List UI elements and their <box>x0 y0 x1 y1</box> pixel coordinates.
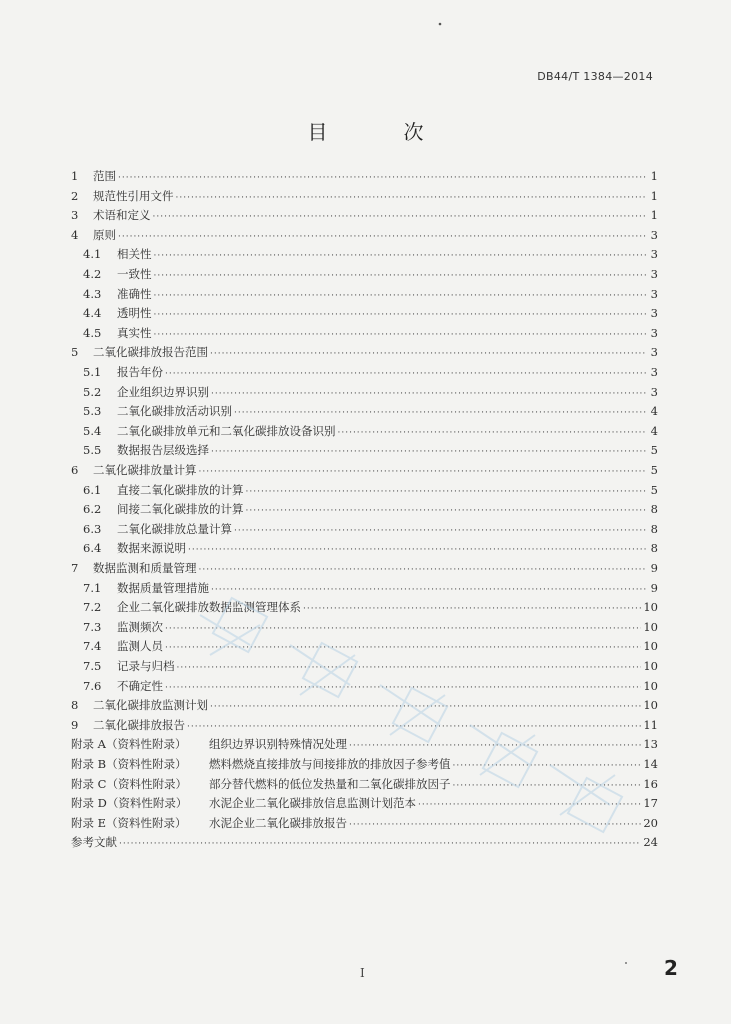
toc-entry-label: 透明性 <box>117 306 152 321</box>
toc-entry-number: 4.3 <box>83 286 102 301</box>
toc-entry-page: 8 <box>650 502 658 517</box>
toc-leader-dots <box>453 781 642 791</box>
toc-entry-number: 6.3 <box>83 521 102 536</box>
toc-leader-dots <box>154 330 647 340</box>
toc-leader-dots <box>210 349 646 359</box>
toc-leader-dots <box>246 487 647 497</box>
toc-entry <box>83 364 658 384</box>
toc-leader-dots <box>176 193 647 203</box>
toc-entry <box>71 344 658 364</box>
toc-entry-number: 7.4 <box>83 639 102 654</box>
toc-entry-number: 7.5 <box>83 659 102 673</box>
toc-entry-page: 9 <box>650 561 658 575</box>
toc-entry-number: 5.5 <box>83 443 102 458</box>
toc-entry-page: 10 <box>643 698 658 713</box>
toc-entry <box>83 266 658 286</box>
toc-entry-page: 3 <box>650 384 658 399</box>
toc-entry-page: 4 <box>650 404 658 419</box>
toc-leader-dots <box>118 232 646 242</box>
toc-leader-dots <box>165 683 641 693</box>
toc-entry <box>83 501 658 521</box>
toc-entry-label: 二氧化碳排放报告范围 <box>93 345 208 360</box>
toc-entry <box>83 325 658 345</box>
toc-entry-number: 6.4 <box>83 541 102 556</box>
toc-entry-number: 7 <box>71 561 79 575</box>
toc-entry <box>71 756 658 776</box>
toc-entry-label: 相关性 <box>117 247 152 262</box>
toc-leader-dots <box>153 212 647 222</box>
toc-leader-dots <box>118 173 646 183</box>
toc-entry <box>71 188 658 208</box>
toc-entry-label: 二氧化碳排放报告 <box>93 717 185 732</box>
toc-entry <box>83 580 658 600</box>
toc-leader-dots <box>211 447 646 457</box>
toc-entry-number: 7.2 <box>83 600 102 615</box>
toc-entry-number: 4.5 <box>83 325 102 340</box>
toc-entry-number: 附录 D（资料性附录） <box>71 796 188 811</box>
toc-entry <box>83 638 658 658</box>
toc-entry <box>83 442 658 462</box>
toc-entry-page: 3 <box>650 365 658 379</box>
toc-entry-page: 5 <box>650 463 658 477</box>
toc-entry <box>71 815 658 835</box>
toc-entry-number: 3 <box>71 208 79 223</box>
toc-entry-page: 20 <box>643 815 658 830</box>
toc-entry-label: 数据质量管理措施 <box>117 580 209 595</box>
toc-entry-number: 4.2 <box>83 267 102 281</box>
toc-leader-dots <box>119 839 641 849</box>
toc-entry-page: 17 <box>643 796 658 811</box>
toc-entry <box>83 403 658 423</box>
toc-leader-dots <box>303 604 641 614</box>
toc-entry-label: 企业二氧化碳排放数据监测管理体系 <box>117 600 301 615</box>
toc-entry-page: 13 <box>643 737 658 752</box>
toc-entry-number: 2 <box>71 188 79 203</box>
toc-entry <box>83 482 658 502</box>
toc-entry-label: 真实性 <box>117 325 152 340</box>
toc-entry-page: 10 <box>643 678 658 693</box>
toc-entry-number: 5.4 <box>83 423 102 438</box>
toc-entry <box>83 423 658 443</box>
standard-code: DB44/T 1384—2014 <box>537 70 653 83</box>
toc-entry-page: 3 <box>650 306 658 321</box>
toc-entry <box>71 795 658 815</box>
toc-entry-page: 3 <box>650 227 658 242</box>
toc-leader-dots <box>211 389 646 399</box>
toc-entry <box>83 540 658 560</box>
toc-entry-number: 8 <box>71 698 79 713</box>
toc-leader-dots <box>211 585 646 595</box>
toc-entry <box>71 697 658 717</box>
toc-entry-label: 监测人员 <box>117 639 163 654</box>
toc-entry <box>83 599 658 619</box>
toc-entry-label: 记录与归档 <box>117 659 175 673</box>
toc-entry-label: 部分替代燃料的低位发热量和二氧化碳排放因子 <box>209 776 451 791</box>
corner-page-number: 2 <box>664 956 678 980</box>
toc-entry-label: 组织边界识别特殊情况处理 <box>209 737 347 752</box>
toc-entry-label: 直接二氧化碳排放的计算 <box>117 482 244 497</box>
toc-entry-page: 1 <box>650 188 658 203</box>
toc-entry <box>71 717 658 737</box>
toc-entry-label: 燃料燃烧直接排放与间接排放的排放因子参考值 <box>209 757 451 771</box>
toc-entry-label: 水泥企业二氧化碳排放报告 <box>209 815 347 830</box>
toc-entry-page: 5 <box>650 443 658 458</box>
toc-entry <box>71 560 658 580</box>
toc-entry-label: 数据报告层级选择 <box>117 443 209 458</box>
toc-entry-number: 6.2 <box>83 502 102 517</box>
toc-entry-page: 3 <box>650 286 658 301</box>
toc-entry <box>83 678 658 698</box>
toc-entry-number: 7.1 <box>83 580 102 595</box>
toc-entry-page: 3 <box>650 325 658 340</box>
toc-entry-number: 附录 A（资料性附录） <box>71 737 187 752</box>
toc-entry-label: 参考文献 <box>71 835 117 850</box>
toc-leader-dots <box>165 369 646 379</box>
toc-entry-page: 10 <box>643 619 658 634</box>
toc-entry-label: 二氧化碳排放量计算 <box>93 463 197 477</box>
toc-leader-dots <box>453 761 642 771</box>
toc-entry-number: 5.3 <box>83 404 102 419</box>
page-title: 目 次 <box>307 120 452 144</box>
toc-entry-label: 二氧化碳排放单元和二氧化碳排放设备识别 <box>117 423 336 438</box>
toc-leader-dots <box>154 271 647 281</box>
toc-entry-label: 二氧化碳排放总量计算 <box>117 521 232 536</box>
toc-leader-dots <box>188 545 646 555</box>
roman-page-number: I <box>360 966 365 980</box>
toc-leader-dots <box>154 310 647 320</box>
toc-entry-label: 原则 <box>93 227 116 242</box>
toc-leader-dots <box>165 624 641 634</box>
toc-leader-dots <box>234 408 646 418</box>
toc-entry-number: 6.1 <box>83 482 102 497</box>
toc-entry-page: 8 <box>650 541 658 556</box>
toc-entry-number: 4.4 <box>83 306 102 321</box>
toc-entry-number: 5 <box>71 345 79 360</box>
toc-leader-dots <box>234 526 646 536</box>
toc-entry-number: 9 <box>71 717 79 732</box>
toc-entry-number: 4.1 <box>83 247 102 262</box>
toc-entry-page: 3 <box>650 267 658 281</box>
toc-entry <box>83 521 658 541</box>
toc-entry-page: 24 <box>643 835 658 850</box>
toc-leader-dots <box>177 663 642 673</box>
toc-entry-label: 数据监测和质量管理 <box>93 561 197 575</box>
toc-entry-label: 报告年份 <box>117 365 163 379</box>
toc-leader-dots <box>338 428 647 438</box>
toc-entry-page: 3 <box>650 345 658 360</box>
toc-entry <box>83 246 658 266</box>
toc-entry <box>83 305 658 325</box>
toc-entry-label: 二氧化碳排放监测计划 <box>93 698 208 713</box>
toc-entry-label: 准确性 <box>117 286 152 301</box>
toc-entry <box>71 776 658 796</box>
toc-entry-label: 监测频次 <box>117 619 163 634</box>
toc-leader-dots <box>199 565 647 575</box>
toc-entry-page: 11 <box>643 717 658 732</box>
toc-entry-label: 二氧化碳排放活动识别 <box>117 404 232 419</box>
toc-entry-label: 间接二氧化碳排放的计算 <box>117 502 244 517</box>
toc-entry-page: 8 <box>650 521 658 536</box>
toc-entry <box>71 207 658 227</box>
toc-entry-number: 附录 C（资料性附录） <box>71 776 187 791</box>
toc-leader-dots <box>349 820 641 830</box>
toc-entry-number: 6 <box>71 463 79 477</box>
toc-entry-label: 水泥企业二氧化碳排放信息监测计划范本 <box>209 796 416 811</box>
toc-leader-dots <box>246 506 647 516</box>
toc-entry-label: 规范性引用文件 <box>93 188 174 203</box>
toc-entry <box>83 384 658 404</box>
toc-entry-label: 数据来源说明 <box>117 541 186 556</box>
toc-entry <box>71 462 658 482</box>
toc-entry-page: 9 <box>650 580 658 595</box>
toc-entry-number: 7.3 <box>83 619 102 634</box>
toc-leader-dots <box>210 702 641 712</box>
toc-entry <box>71 736 658 756</box>
toc-entry-number: 5.1 <box>83 365 102 379</box>
toc-entry <box>83 619 658 639</box>
toc-entry-page: 3 <box>650 247 658 262</box>
toc-entry-label: 范围 <box>93 169 116 183</box>
toc-entry-label: 一致性 <box>117 267 152 281</box>
toc-entry <box>71 168 658 188</box>
toc-entry-page: 5 <box>650 482 658 497</box>
toc-entry-page: 4 <box>650 423 658 438</box>
toc-entry <box>83 286 658 306</box>
toc-entry <box>71 834 658 854</box>
toc-entry-page: 10 <box>643 659 658 673</box>
toc-entry-number: 5.2 <box>83 384 102 399</box>
toc-entry-page: 10 <box>643 639 658 654</box>
toc-entry-page: 1 <box>650 169 658 183</box>
toc-entry <box>71 227 658 247</box>
toc-entry-number: 附录 B（资料性附录） <box>71 757 187 771</box>
toc-entry-label: 不确定性 <box>117 678 163 693</box>
toc-entry-number: 4 <box>71 227 79 242</box>
toc-leader-dots <box>187 722 641 732</box>
toc-entry-number: 1 <box>71 169 79 183</box>
toc-entry-page: 14 <box>643 757 658 771</box>
toc-leader-dots <box>349 741 641 751</box>
toc-entry-label: 术语和定义 <box>93 208 151 223</box>
toc-leader-dots <box>165 643 641 653</box>
toc-leader-dots <box>199 467 647 477</box>
toc-leader-dots <box>418 800 641 810</box>
toc-leader-dots <box>154 291 647 301</box>
toc-entry-page: 16 <box>643 776 658 791</box>
toc-entry-page: 10 <box>643 600 658 615</box>
toc-entry-number: 7.6 <box>83 678 102 693</box>
toc-entry-number: 附录 E（资料性附录） <box>71 815 187 830</box>
toc-leader-dots <box>154 251 647 261</box>
toc-entry <box>83 658 658 678</box>
toc-entry-page: 1 <box>650 208 658 223</box>
toc-entry-label: 企业组织边界识别 <box>117 384 209 399</box>
